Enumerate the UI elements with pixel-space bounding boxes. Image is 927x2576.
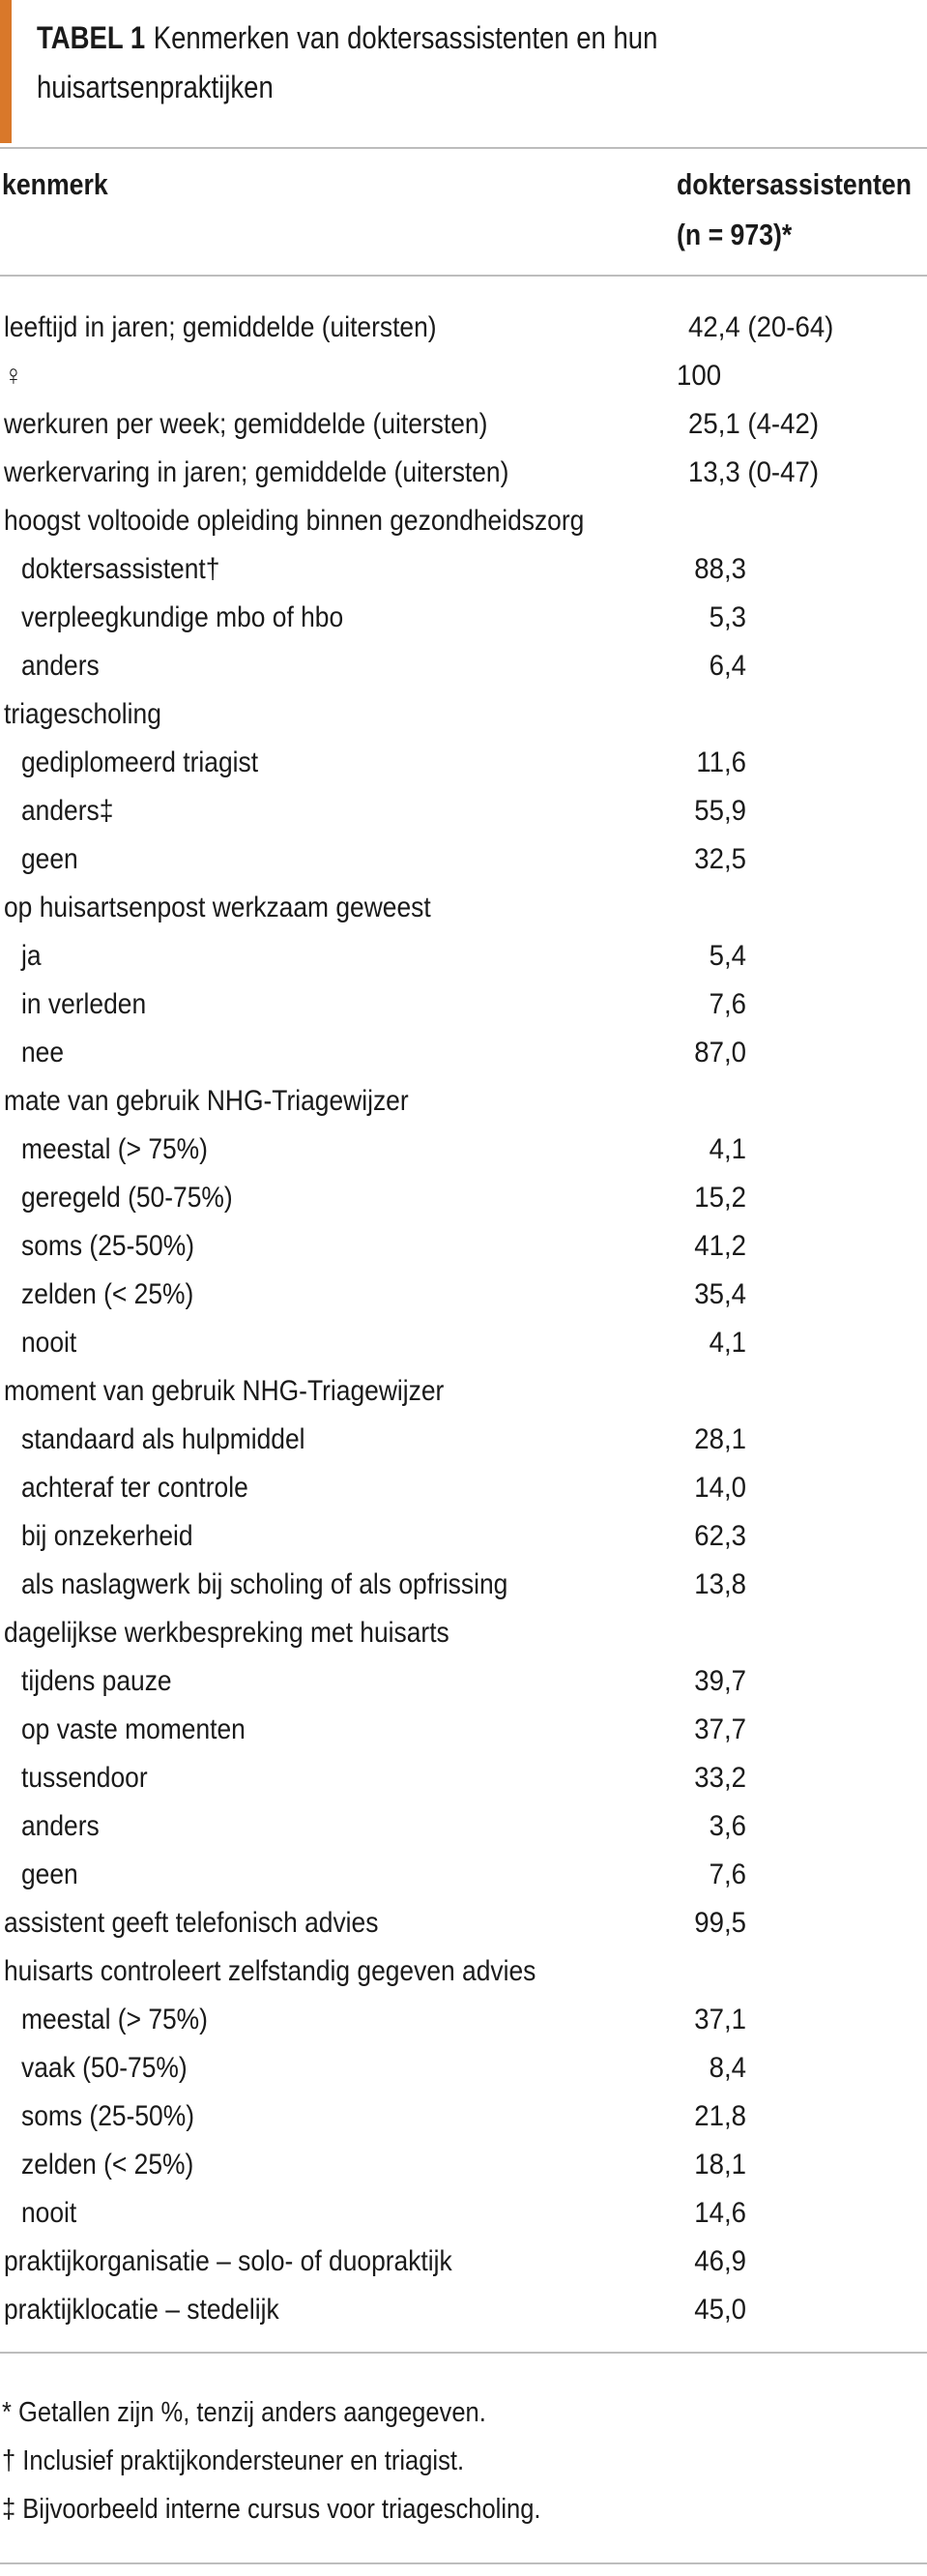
column-header-n: (n = 973)*	[677, 218, 793, 251]
table-subrow	[0, 2044, 927, 2093]
table-row	[0, 352, 927, 400]
table-row	[0, 400, 927, 449]
row-value: 45,0	[694, 2294, 746, 2326]
table-subrow	[0, 1851, 927, 1899]
row-label: assistent geeft telefonisch advies	[4, 1907, 379, 1939]
table-row	[0, 2286, 927, 2334]
table-body	[0, 304, 927, 2334]
table-row	[0, 449, 927, 497]
row-value: 28,1	[694, 1423, 746, 1455]
row-label: dagelijkse werkbespreking met huisarts	[4, 1617, 449, 1649]
bottom-rule	[0, 2352, 927, 2354]
row-value: 5,4	[709, 940, 746, 972]
table-footnotes	[2, 2388, 911, 2533]
row-label: tijdens pauze	[21, 1665, 172, 1697]
row-value: 7,6	[709, 988, 746, 1020]
table-subrow	[0, 1319, 927, 1367]
header-rule	[0, 275, 927, 277]
row-label: huisarts controleert zelfstandig gegeven advies	[4, 1955, 536, 1987]
row-label: nee	[21, 1037, 65, 1068]
row-label: vaak (50-75%)	[21, 2052, 188, 2084]
row-label: anders	[21, 1810, 100, 1842]
row-label: doktersassistent†	[21, 553, 220, 585]
table-subrow	[0, 981, 927, 1029]
footnote: * Getallen zijn %, tenzij anders aangegeven.	[2, 2397, 486, 2428]
row-label: standaard als hulpmiddel	[21, 1423, 305, 1455]
row-value: 4,1	[709, 1327, 746, 1359]
row-label: gediplomeerd triagist	[21, 746, 259, 778]
row-label: soms (25-50%)	[21, 2100, 194, 2132]
row-label: hoogst voltooide opleiding binnen gezondheidszorg	[4, 505, 585, 537]
table-row	[0, 497, 927, 545]
row-label: zelden (< 25%)	[21, 2149, 194, 2181]
table-subrow	[0, 1657, 927, 1706]
row-value: 6,4	[709, 650, 746, 682]
row-label: anders‡	[21, 795, 114, 827]
table-subrow	[0, 1706, 927, 1754]
row-label: soms (25-50%)	[21, 1230, 194, 1262]
table-label: TABEL 1	[37, 20, 146, 55]
table-title	[37, 14, 768, 112]
table-subrow	[0, 1416, 927, 1464]
table-subrow	[0, 787, 927, 835]
table-subrow	[0, 739, 927, 787]
row-value: 7,6	[709, 1859, 746, 1890]
row-value: 99,5	[694, 1907, 746, 1939]
row-value: 11,6	[696, 746, 746, 778]
row-label: bij onzekerheid	[21, 1520, 193, 1552]
column-header-title: doktersassistenten	[677, 167, 913, 201]
row-value: 21,8	[694, 2100, 746, 2132]
row-value: 14,0	[694, 1472, 746, 1504]
table-caption: Kenmerken van doktersassistenten en hun huisartsenpraktijken	[37, 20, 658, 104]
table-row	[0, 1899, 927, 1947]
table-row	[0, 1609, 927, 1657]
table-subrow	[0, 1464, 927, 1512]
table-subrow	[0, 1222, 927, 1271]
row-label: praktijklocatie – stedelijk	[4, 2294, 279, 2326]
row-label: meestal (> 75%)	[21, 2004, 208, 2035]
top-rule	[0, 147, 927, 149]
row-value: 55,9	[694, 795, 746, 827]
row-label: geen	[21, 843, 78, 875]
table-subrow	[0, 1029, 927, 1077]
table-title-block	[0, 0, 927, 147]
row-value: 41,2	[694, 1230, 746, 1262]
row-label: triagescholing	[4, 698, 161, 730]
row-value: 13,3 (0-47)	[688, 456, 820, 488]
accent-bar	[0, 0, 12, 143]
row-label: in verleden	[21, 988, 147, 1020]
table-subrow	[0, 2093, 927, 2141]
row-label: verpleegkundige mbo of hbo	[21, 601, 344, 633]
table-subrow	[0, 642, 927, 690]
row-label: ja	[21, 940, 42, 972]
row-value: 8,4	[709, 2052, 746, 2084]
row-label: nooit	[21, 1327, 77, 1359]
row-value: 62,3	[694, 1520, 746, 1552]
table-subrow	[0, 932, 927, 981]
row-value: 18,1	[694, 2149, 746, 2181]
table-row	[0, 1947, 927, 1996]
table-subrow	[0, 1802, 927, 1851]
row-value: 42,4 (20-64)	[688, 311, 834, 343]
footnote: † Inclusief praktijkondersteuner en triagist.	[2, 2445, 465, 2476]
column-header-doktersassistenten	[677, 160, 912, 260]
table-subrow	[0, 1271, 927, 1319]
row-value: 32,5	[694, 843, 746, 875]
row-label: tussendoor	[21, 1762, 148, 1794]
row-label: geregeld (50-75%)	[21, 1182, 233, 1214]
table-row	[0, 1077, 927, 1126]
row-label: als naslagwerk bij scholing of als opfrissing	[21, 1568, 508, 1600]
table-subrow	[0, 1174, 927, 1222]
row-value: 100	[677, 360, 722, 392]
table-row	[0, 1367, 927, 1416]
table-subrow	[0, 1754, 927, 1802]
row-label: geen	[21, 1859, 78, 1890]
row-value: 46,9	[694, 2245, 746, 2277]
row-value: 5,3	[709, 601, 746, 633]
table-subrow	[0, 2141, 927, 2189]
row-value: 3,6	[709, 1810, 746, 1842]
row-value: 39,7	[694, 1665, 746, 1697]
row-label: werkervaring in jaren; gemiddelde (uitersten)	[4, 456, 509, 488]
row-label: praktijkorganisatie – solo- of duopraktijk	[4, 2245, 452, 2277]
row-value: 13,8	[694, 1568, 746, 1600]
row-label: werkuren per week; gemiddelde (uitersten)	[4, 408, 488, 440]
column-header-kenmerk: kenmerk	[2, 167, 108, 201]
row-value: 25,1 (4-42)	[688, 408, 820, 440]
row-value: 88,3	[694, 553, 746, 585]
row-value: 37,7	[694, 1713, 746, 1745]
row-value: 37,1	[694, 2004, 746, 2035]
row-label: op huisartsenpost werkzaam geweest	[4, 892, 431, 923]
row-value: 14,6	[694, 2197, 746, 2229]
footer-rule	[0, 2562, 927, 2564]
row-label: anders	[21, 650, 100, 682]
row-label: zelden (< 25%)	[21, 1278, 194, 1310]
row-label: ♀	[4, 360, 23, 392]
row-label: op vaste momenten	[21, 1713, 246, 1745]
row-value: 87,0	[694, 1037, 746, 1068]
row-label: moment van gebruik NHG-Triagewijzer	[4, 1375, 445, 1407]
row-label: achteraf ter controle	[21, 1472, 248, 1504]
table-subrow	[0, 1126, 927, 1174]
table-subrow	[0, 1996, 927, 2044]
row-value: 35,4	[694, 1278, 746, 1310]
footnote: ‡ Bijvoorbeeld interne cursus voor triagescholing.	[2, 2494, 541, 2525]
table-subrow	[0, 1561, 927, 1609]
table-subrow	[0, 545, 927, 594]
row-label: nooit	[21, 2197, 77, 2229]
table-row	[0, 304, 927, 352]
row-label: mate van gebruik NHG-Triagewijzer	[4, 1085, 409, 1117]
table-row	[0, 2238, 927, 2286]
table-subrow	[0, 2189, 927, 2238]
row-value: 33,2	[694, 1762, 746, 1794]
row-value: 4,1	[709, 1133, 746, 1165]
table-row	[0, 884, 927, 932]
table-subrow	[0, 594, 927, 642]
table-subrow	[0, 835, 927, 884]
table-row	[0, 690, 927, 739]
row-label: meestal (> 75%)	[21, 1133, 208, 1165]
table-subrow	[0, 1512, 927, 1561]
row-value: 15,2	[694, 1182, 746, 1214]
row-label: leeftijd in jaren; gemiddelde (uitersten)	[4, 311, 437, 343]
